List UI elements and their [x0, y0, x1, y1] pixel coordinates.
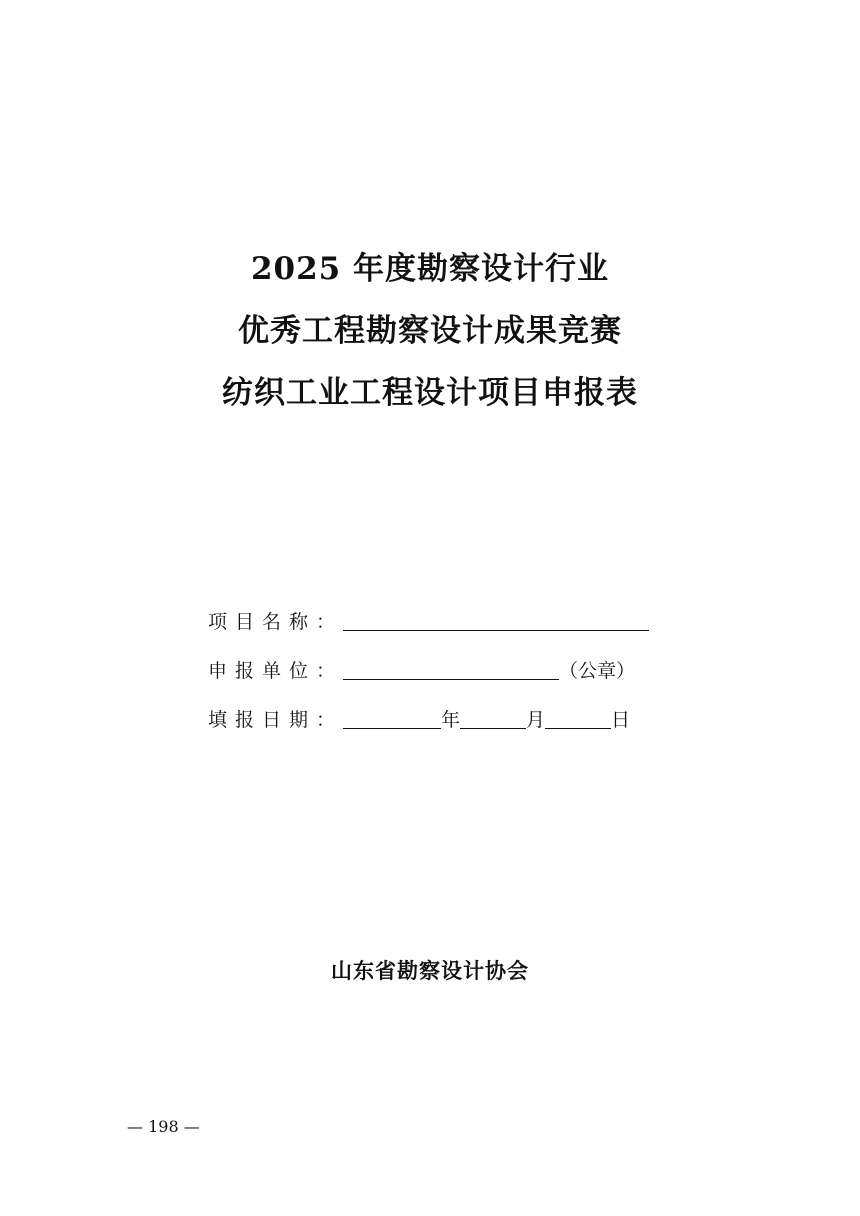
- day-field[interactable]: [545, 706, 611, 729]
- project-name-field[interactable]: [343, 608, 649, 631]
- fill-date-row: [208, 684, 688, 733]
- title-line-3: 纺织工业工程设计项目申报表: [222, 375, 638, 411]
- day-unit: 日: [611, 709, 631, 731]
- document-title: [0, 238, 860, 424]
- applicant-row: [208, 635, 688, 684]
- title-line-1: 2025 年度勘察设计行业: [250, 251, 610, 287]
- month-unit: 月: [526, 709, 546, 731]
- title-line-2: 优秀工程勘察设计成果竞赛: [238, 313, 622, 349]
- year-field[interactable]: [343, 706, 441, 729]
- page-number: — 198 —: [127, 1117, 200, 1136]
- application-fields: [208, 586, 688, 733]
- fill-date-label: 填报日期：: [208, 709, 344, 731]
- seal-note: （公章）: [559, 660, 636, 682]
- year-unit: 年: [441, 709, 461, 731]
- applicant-label: 申报单位：: [208, 660, 344, 682]
- project-name-row: [208, 586, 688, 635]
- organization-name: 山东省勘察设计协会: [331, 958, 529, 983]
- month-field[interactable]: [460, 706, 526, 729]
- project-name-label: 项目名称：: [208, 611, 344, 633]
- applicant-field[interactable]: [343, 657, 559, 680]
